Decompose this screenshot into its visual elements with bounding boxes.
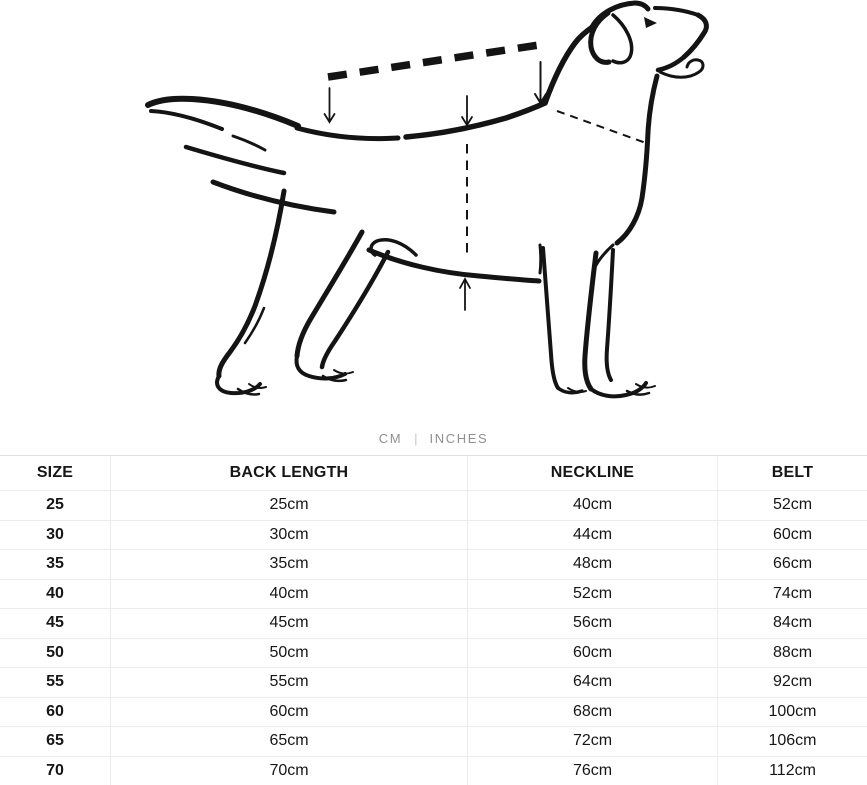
belt-cell: 60cm [717,521,867,551]
neckline-cell: 56cm [467,609,717,639]
size-cell: 30 [0,521,110,551]
back-length-cell: 30cm [110,521,467,551]
neckline-cell: 72cm [467,727,717,757]
unit-toggle [0,422,867,455]
table-row [0,550,867,580]
table-row [0,698,867,728]
unit-toggle-separator: | [414,431,418,446]
neckline-cell: 68cm [467,698,717,728]
belt-cell: 112cm [717,757,867,785]
size-table [0,455,867,785]
size-cell: 55 [0,668,110,698]
belt-cell: 100cm [717,698,867,728]
size-cell: 60 [0,698,110,728]
table-row [0,668,867,698]
neckline-cell: 48cm [467,550,717,580]
belt-cell: 66cm [717,550,867,580]
size-cell: 45 [0,609,110,639]
neckline-cell: 60cm [467,639,717,669]
measurement-guides [325,45,647,310]
back-length-cell: 55cm [110,668,467,698]
table-row [0,580,867,610]
back-down-arrow-rear [325,88,335,122]
belt-cell: 52cm [717,491,867,521]
column-header-belt: BELT [717,456,867,491]
back-length-cell: 50cm [110,639,467,669]
belt-cell: 106cm [717,727,867,757]
back-length-cell: 45cm [110,609,467,639]
back-length-cell: 40cm [110,580,467,610]
neckline-cell: 40cm [467,491,717,521]
size-cell: 40 [0,580,110,610]
belt-cell: 74cm [717,580,867,610]
belt-up-arrow [460,279,470,310]
table-row [0,521,867,551]
belt-cell: 84cm [717,609,867,639]
table-row [0,639,867,669]
back-length-dashed-line [328,45,539,77]
neckline-cell: 64cm [467,668,717,698]
back-length-cell: 35cm [110,550,467,580]
back-length-cell: 25cm [110,491,467,521]
ear [591,13,609,62]
size-cell: 35 [0,550,110,580]
neckline-cell: 44cm [467,521,717,551]
back-length-cell: 70cm [110,757,467,785]
size-cell: 65 [0,727,110,757]
column-header-back-length: BACK LENGTH [110,456,467,491]
neckline-cell: 76cm [467,757,717,785]
table-row [0,757,867,785]
column-header-size: SIZE [0,456,110,491]
table-header-row [0,456,867,491]
belt-cell: 92cm [717,668,867,698]
table-row [0,727,867,757]
neckline-cell: 52cm [467,580,717,610]
table-row [0,491,867,521]
back-down-arrow-middle [462,96,472,125]
size-cell: 50 [0,639,110,669]
unit-option-inches[interactable]: INCHES [429,431,489,446]
size-cell: 70 [0,757,110,785]
back-length-cell: 60cm [110,698,467,728]
column-header-neckline: NECKLINE [467,456,717,491]
withers-down-arrow [535,62,546,103]
belt-cell: 88cm [717,639,867,669]
back-length-cell: 65cm [110,727,467,757]
size-cell: 25 [0,491,110,521]
unit-option-cm[interactable]: CM [378,431,403,446]
table-row [0,609,867,639]
eye [644,17,657,28]
neckline-diagonal-dashed-line [557,111,646,143]
